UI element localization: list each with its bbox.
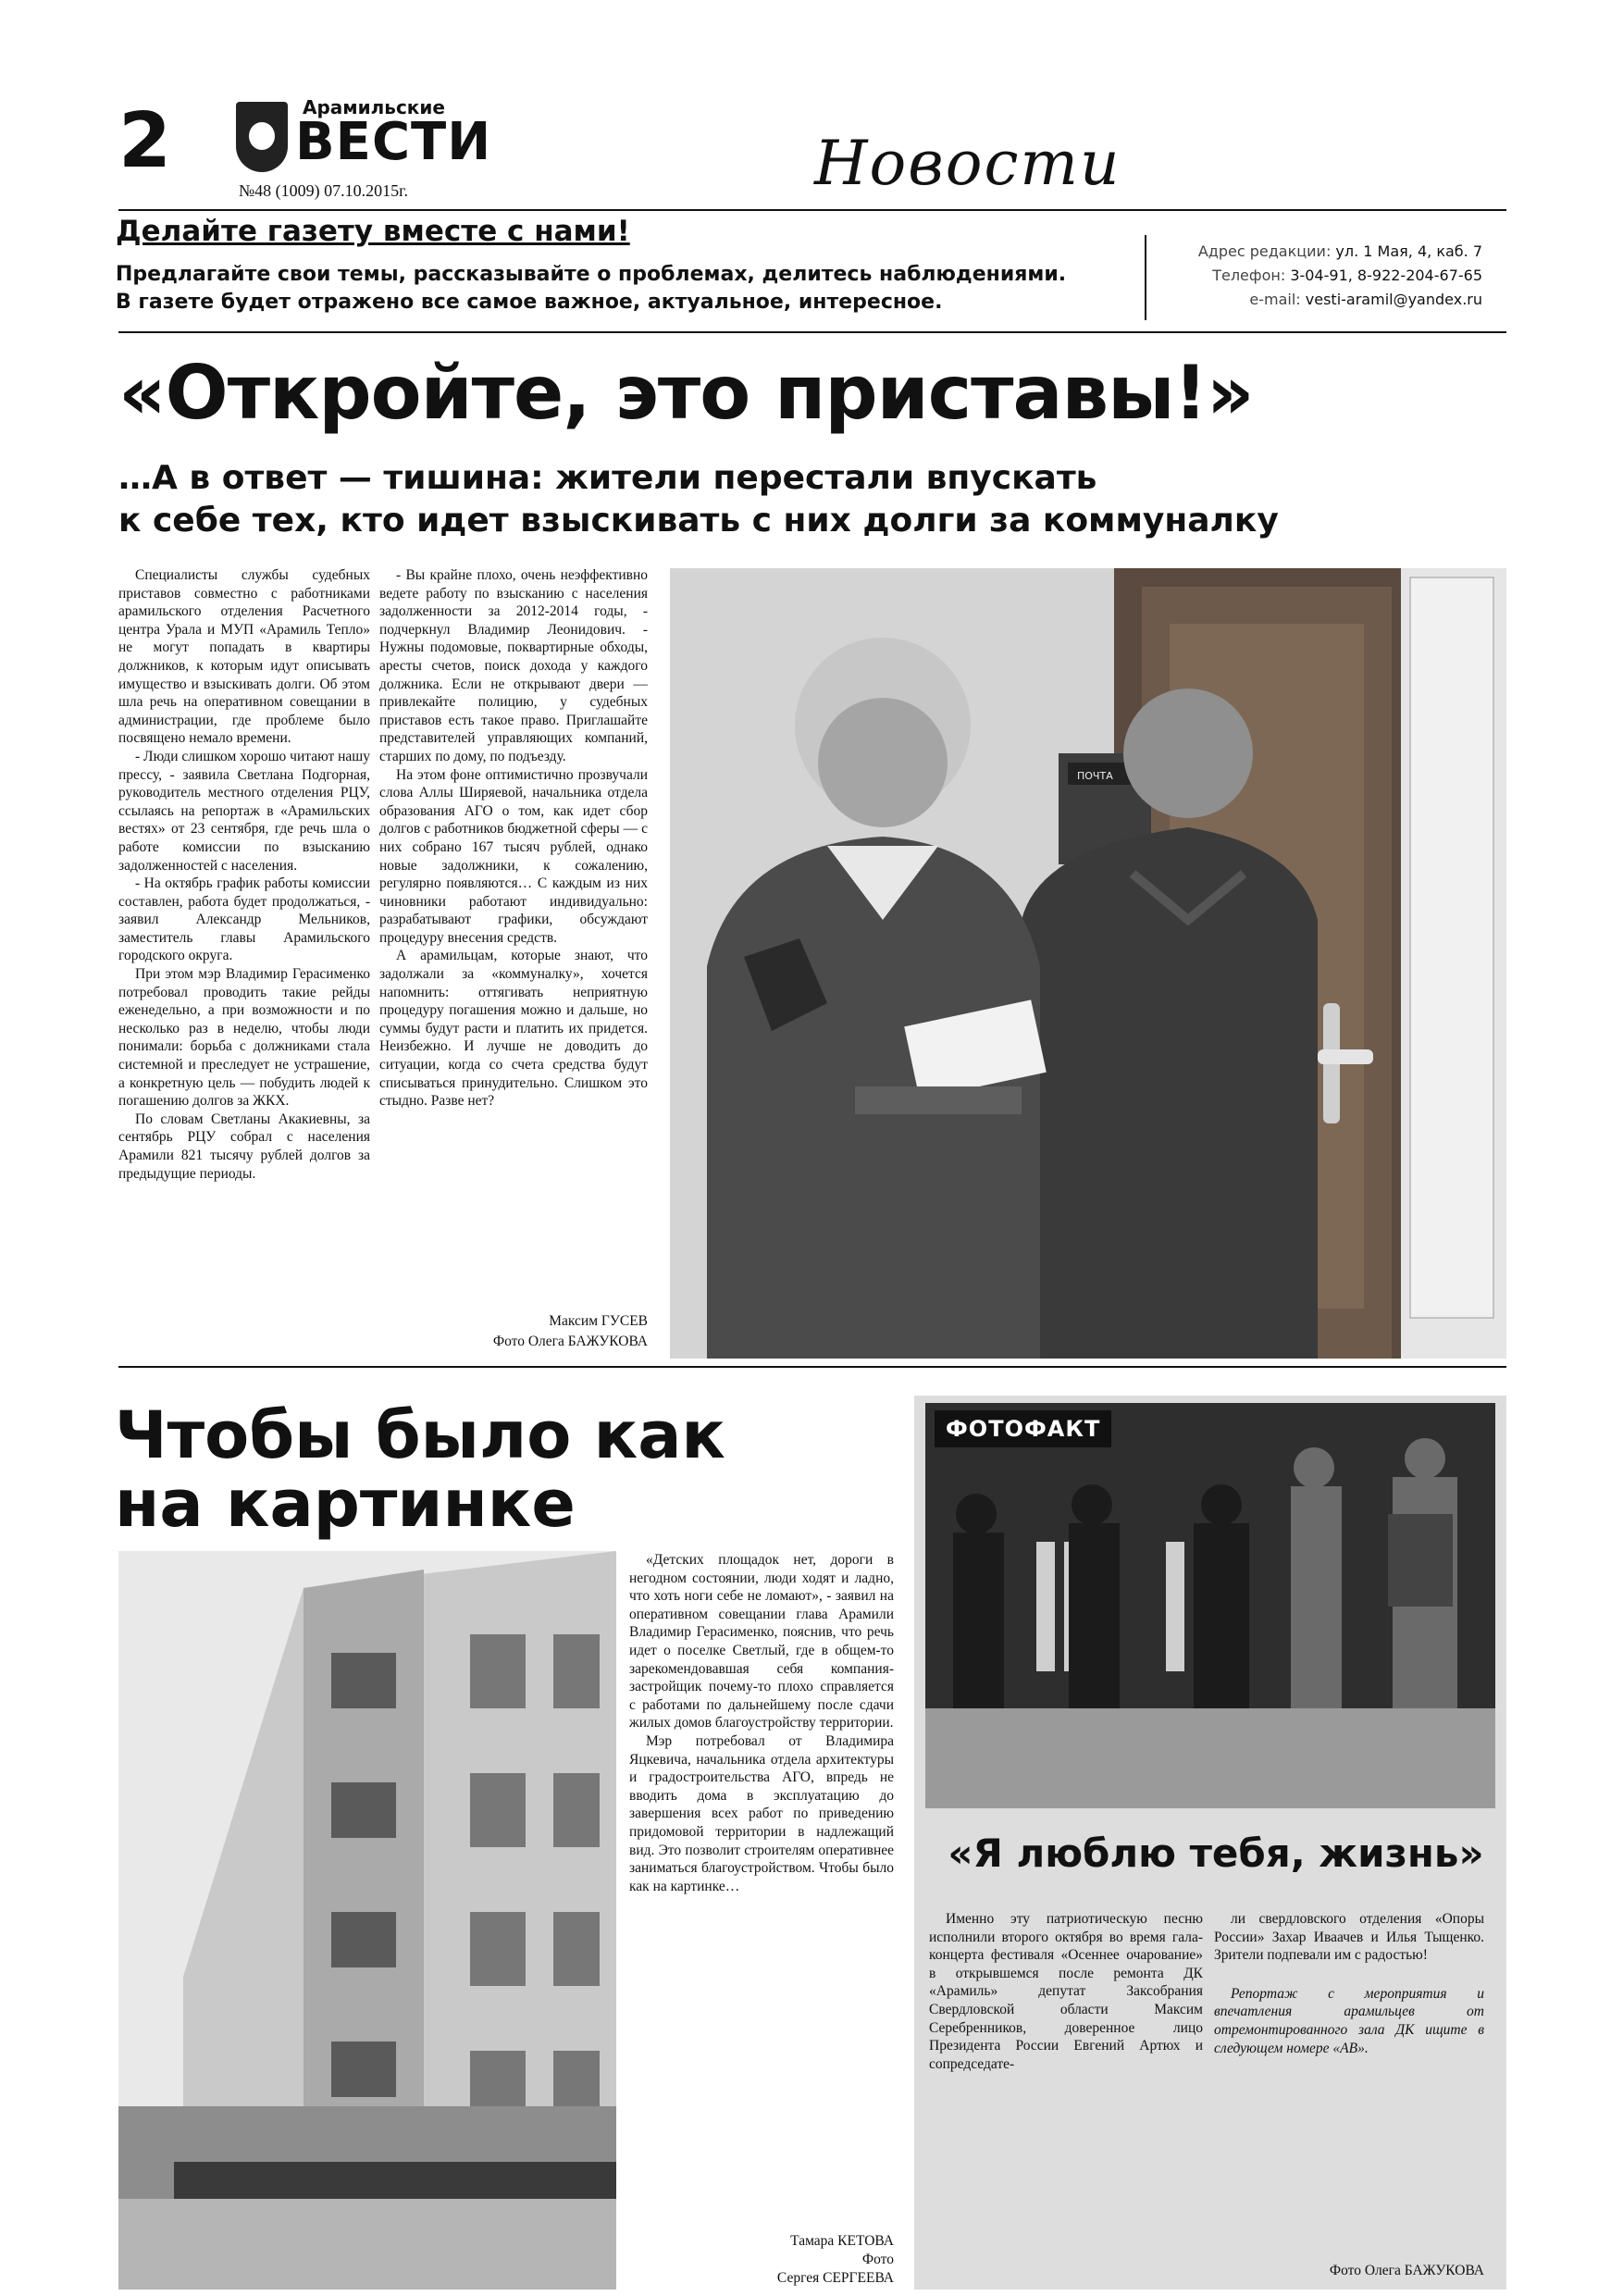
article-headline: «Откройте, это приставы!» xyxy=(118,350,1254,436)
divider xyxy=(1145,235,1146,320)
photo-credit: Фото Олега БАЖУКОВА xyxy=(492,1334,648,1349)
photofact-tag: ФОТОФАКТ xyxy=(935,1410,1111,1447)
editorial-phone: Телефон: 3-04-91, 8-922-204-67-65 xyxy=(1212,267,1482,284)
paragraph: По словам Светланы Акакиевны, за сентябрь РЦУ собрал с населения Арамили 821 тысячу рублей долгов за предыдущие периоды. xyxy=(118,1111,370,1182)
bailiffs-photo xyxy=(670,568,1506,1359)
logo-small-text: Арамильские xyxy=(303,96,445,118)
building-illustration xyxy=(118,1551,616,2290)
editorial-email: e-mail: vesti-aramil@yandex.ru xyxy=(1249,291,1482,308)
paragraph: При этом мэр Владимир Герасименко потребовал проводить такие рейды еженедельно, а при возможности и по несколько раз в неделю, чтобы люди понимали: борьба с должниками стала системной и преследует не устрашение, а конкретную цель — побудить людей к погашению долгов за ЖКХ. xyxy=(118,966,370,1110)
paragraph: Именно эту патриотическую песню исполнили второго октября во время гала-концерта фестиваля «Осеннее очарование» в открывшемся после ремонта ДК «Арамиль» депутат Заксобрания Свердловской области Максим Серебренников, доверенное лицо Президента России Евгений Артюх и сопредседате- xyxy=(929,1911,1203,2072)
building-photo xyxy=(118,1551,616,2290)
photofact-column xyxy=(929,1910,1203,2073)
issue-info: №48 (1009) 07.10.2015г. xyxy=(239,181,409,200)
paragraph: - Люди слишком хорошо читают нашу прессу, - заявила Светлана Подгорная, руководитель местного отделения РЦУ, ссылаясь на репортаж в «Арамильских вестях» от 23 сентября, где речь шла о работе комиссии по взысканию задолженностей с населения. xyxy=(118,748,370,874)
photo-credit: Сергея СЕРГЕЕВА xyxy=(776,2270,894,2286)
paragraph: «Детских площадок нет, дороги в негодном состоянии, люди ходят и ладно, что хоть ноги себе не ломают», - заявил на оперативном совещании глава Арамили Владимир Герасименко, пояснив, что речь идет о поселке Светлый, где в общем-то зарекомендовавшая себя компания-застройщик почему-то плохо справляется с работами по дальнейшему после сдачи жилых домов благоустройству территории. xyxy=(629,1552,894,1731)
paragraph: - Вы крайне плохо, очень неэффективно ведете работу по взысканию с населения задолженности за 2012-2014 годы, - подчеркнул Владимир Леонидович. - Нужны подомовые, поквартирные обходы, аресты счетов, поиск дохода у каждого должника. Если не открывают двери — привлекайте полицию, у судебных приставов есть такое право. Приглашайте представителей управляющих компаний, старших по дому, по подъезду. xyxy=(379,567,648,764)
article-headline: Чтобы было как xyxy=(115,1397,725,1473)
paragraph: А арамильцам, которые знают, что задолжали за «коммуналку», хочется напомнить: оттягивать неприятную процедуру погашения можно и дальше, но суммы будут расти и платить их придется. Неизбежно. И лучше не доводить до ситуации, когда со счета средства будут списываться принудительно. Слишком это стыдно. Разве нет? xyxy=(379,948,648,1110)
crest-icon xyxy=(236,102,288,172)
article-column xyxy=(379,566,648,1111)
editorial-address: Адрес редакции: ул. 1 Мая, 4, каб. 7 xyxy=(1197,242,1482,260)
door-sign-text: ПОЧТА xyxy=(1077,770,1113,782)
paragraph: На этом фоне оптимистично прозвучали слова Аллы Ширяевой, начальника отдела образования АГО о том, как идет сбор долгов с работников бюджетной сферы — с них собрано 167 тысяч рублей, однако новые задолжники, к сожалению, регулярно появляются… С каждым из них чиновники работают индивидуально: разрабатывают графики, обсуждают процедуру внесения средств. xyxy=(379,766,648,946)
promo-line: Предлагайте свои темы, рассказывайте о проблемах, делитесь наблюдениями. xyxy=(116,263,1067,286)
photofact-column xyxy=(1214,1910,1484,2057)
bailiffs-illustration xyxy=(670,568,1506,1359)
author-byline: Максим ГУСЕВ xyxy=(549,1313,648,1329)
article-column xyxy=(629,1551,894,1895)
photo-label: Фото xyxy=(861,2252,894,2267)
paragraph: - На октябрь график работы комиссии составлен, работа будет продолжаться, - заявил Александр Мельников, заместитель главы Арамильского городского округа. xyxy=(118,875,370,964)
newspaper-logo xyxy=(236,96,492,178)
concert-illustration xyxy=(925,1403,1495,1808)
article-subhead: к себе тех, кто идет взыскивать с них долги за коммуналку xyxy=(118,502,1279,540)
page-number: 2 xyxy=(118,97,172,185)
divider xyxy=(118,209,1506,211)
promo-line: В газете будет отражено все самое важное, актуальное, интересное. xyxy=(116,291,943,314)
paragraph: Специалисты службы судебных приставов совместно с работниками арамильского отделения Расчетного центра Урала и МУП «Арамиль Тепло» не могут попадать в квартиры должников, к которым идут описывать имущество и взыскивать долги. Об этом шла речь на оперативном совещании в администрации, где проблеме было посвящено немало времени. xyxy=(118,567,370,747)
divider xyxy=(118,1366,1506,1368)
promo-title: Делайте газету вместе с нами! xyxy=(116,215,630,248)
photo-credit: Фото Олега БАЖУКОВА xyxy=(1329,2263,1484,2278)
divider xyxy=(118,331,1506,333)
photofact-title: «Я люблю тебя, жизнь» xyxy=(948,1831,1484,1876)
photofact-note: Репортаж с мероприятия и впечатления арамильцев от отремонтированного зала ДК ищите в следующем номере «АВ». xyxy=(1214,1985,1484,2056)
article-column xyxy=(118,566,370,1183)
concert-photo xyxy=(925,1403,1495,1808)
logo-big-text: ВЕСТИ xyxy=(295,112,492,172)
article-subhead: …А в ответ — тишина: жители перестали впускать xyxy=(118,459,1097,497)
paragraph: Мэр потребовал от Владимира Яцкевича, начальника отдела архитектуры и градостроительства АГО, впредь не вводить дома в эксплуатацию до завершения всех работ по приведению придомовой территории в надлежащий вид. Это позволит строителям оперативнее заниматься благоустройством. Чтобы было как на картинке… xyxy=(629,1732,894,1894)
article-headline: на картинке xyxy=(115,1466,576,1542)
paragraph: ли свердловского отделения «Опоры России» Захар Иваачев и Илья Тыщенко. Зрители подпевали им с радостью! xyxy=(1214,1911,1484,1964)
author-byline: Тамара КЕТОВА xyxy=(790,2233,894,2249)
section-title: Новости xyxy=(814,128,1121,199)
